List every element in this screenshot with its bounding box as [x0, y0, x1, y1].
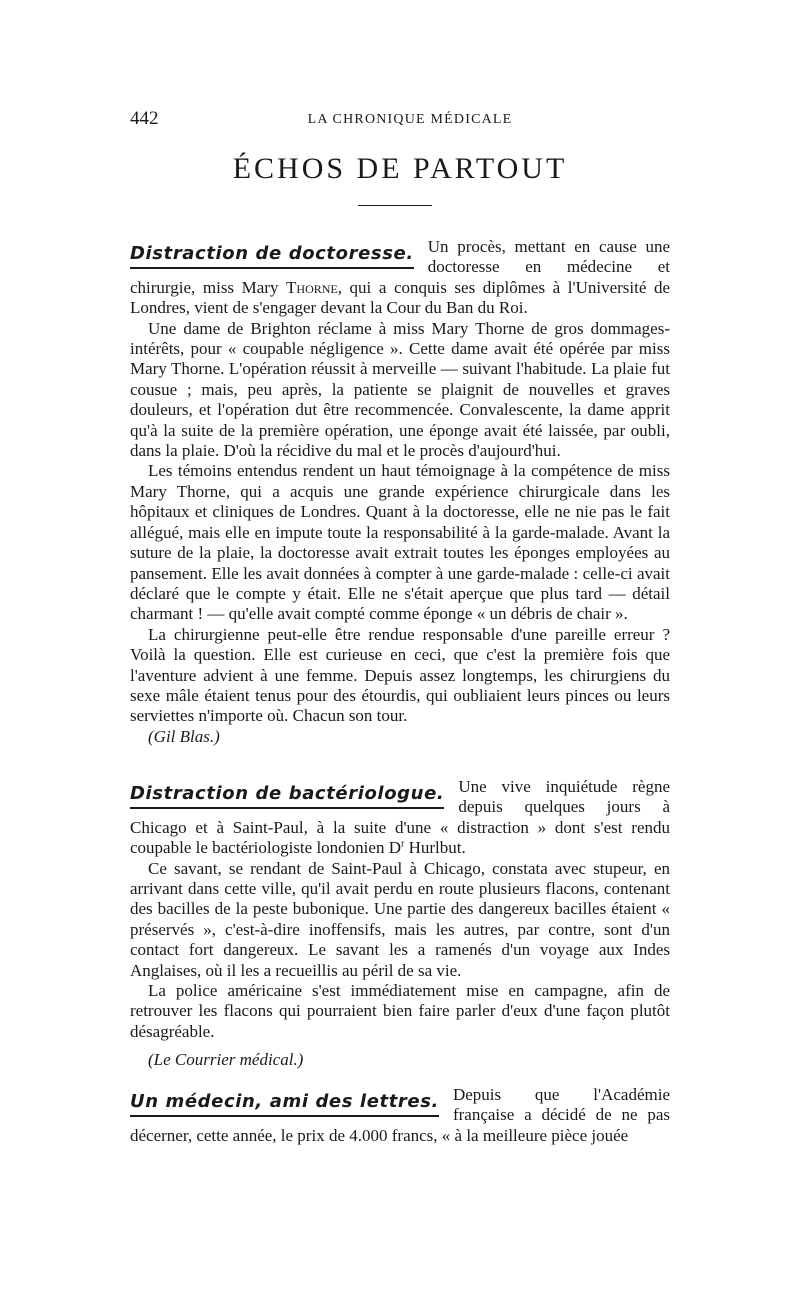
article-paragraph: Les témoins entendus rendent un haut témoignage à la compétence de miss Mary Thorne, qui a acquis une grande expérience chirurgicale dans les hôpitaux et cliniques de Londres. Quant à la doctoresse, elle ne nie pas le fait allégué, mais elle en impute toute la responsabilité à la garde-malade. Avant la suture de la plaie, la doctoresse avait extrait toutes les éponges employées au pansement. Elle les avait données à compter à une garde-malade : celle-ci avait déclaré que le compte y était. Elle ne s'était aperçue que plus tard — détail charmant ! — qu'elle avait compté comme éponge « un débris de chair ».	[130, 461, 670, 624]
article-doctoresse	[130, 237, 670, 747]
article-heading: Un médecin, ami des lettres.	[130, 1091, 439, 1112]
running-head	[130, 108, 670, 134]
article-medecin-lettres	[130, 1085, 670, 1146]
intro-text-end: , qui a conquis ses diplômes à l'Université de Londres, vient de s'engager devant la Cour du Ban du Roi.	[130, 277, 670, 318]
article-paragraph: Une dame de Brighton réclame à miss Mary Thorne de gros dommages-intérêts, pour « coupable négligence ». Cette dame avait été opérée par miss Mary Thorne. L'opération réussit à merveille — suivant l'habitude. La plaie fut cousue ; mais, peu après, la patiente se plaignit de nouvelles et graves douleurs, et l'opération dut être recommencée. Convalescente, la dame apprit qu'à la suite de la première opération, une éponge avait été laissée, par oubli, dans la plaie. D'où la récidive du mal et le procès d'aujourd'hui.	[130, 318, 670, 461]
intro-text-end: Hurlbut.	[404, 838, 466, 858]
intro-name: Thorne	[286, 277, 338, 297]
article-heading-block	[130, 237, 428, 269]
article-body	[130, 237, 670, 747]
article-paragraph: La police américaine s'est immédiatement mise en campagne, afin de retrouver les flacons qui pourraient bien faire parler d'eux d'une façon plutôt désagréable.	[130, 981, 670, 1041]
journal-title: LA CHRONIQUE MÉDICALE	[307, 112, 513, 127]
article-heading-block	[130, 1085, 453, 1117]
intro-superscript: r	[400, 838, 405, 850]
intro-text: Un procès, mettant en cause une doctoresse en médecine et chirurgie, miss Mary	[130, 237, 670, 297]
article-heading-block	[130, 777, 458, 809]
intro-text: Une vive inquiétude règne depuis quelques jours à Chicago et à Saint-Paul, à la suite d'une « distraction » dont s'est rendu coupable le bactériologiste londonien D	[130, 777, 670, 858]
section-title: ÉCHOS DE PARTOUT	[232, 152, 568, 185]
article-bacteriologue	[130, 777, 670, 1071]
article-heading: Distraction de doctoresse.	[130, 243, 414, 264]
article-paragraph: La chirurgienne peut-elle être rendue responsable d'une pareille erreur ? Voilà la question. Elle est curieuse en ceci, que c'est la première fois que l'aventure advient à une femme. Depuis assez longtemps, les chirurgiens du sexe mâle étaient tenus pour des étourdis, qui oubliaient leurs pinces ou leurs serviettes n'importe où. Chacun son tour.	[130, 624, 670, 726]
article-body	[130, 777, 670, 1071]
heading-underline	[130, 267, 414, 269]
article-heading: Distraction de bactériologue.	[130, 783, 445, 804]
article-source: (Le Courrier médical.)	[148, 1050, 304, 1070]
title-divider	[358, 205, 432, 206]
article-paragraph: Ce savant, se rendant de Saint-Paul à Chicago, constata avec stupeur, en arrivant dans cette ville, qu'il avait perdu en route plusieurs flacons, contenant des bacilles de la peste bubonique. Une partie des dangereux bacilles étaient « préservés », c'est-à-dire inoffensifs, mais les autres, par contre, sont d'un contact fort dangereux. Le savant les a ramenés d'un voyage aux Indes Anglaises, où il les a recueillis au péril de sa vie.	[130, 858, 670, 980]
heading-underline	[130, 807, 444, 809]
article-source: (Gil Blas.)	[148, 726, 220, 746]
article-intro: Depuis que l'Académie française a décidé de ne pas décerner, cette année, le prix de 4.000 francs, « à la meilleure pièce jouée	[130, 1085, 670, 1145]
heading-underline	[130, 1115, 439, 1117]
page-number: 442	[130, 108, 159, 129]
